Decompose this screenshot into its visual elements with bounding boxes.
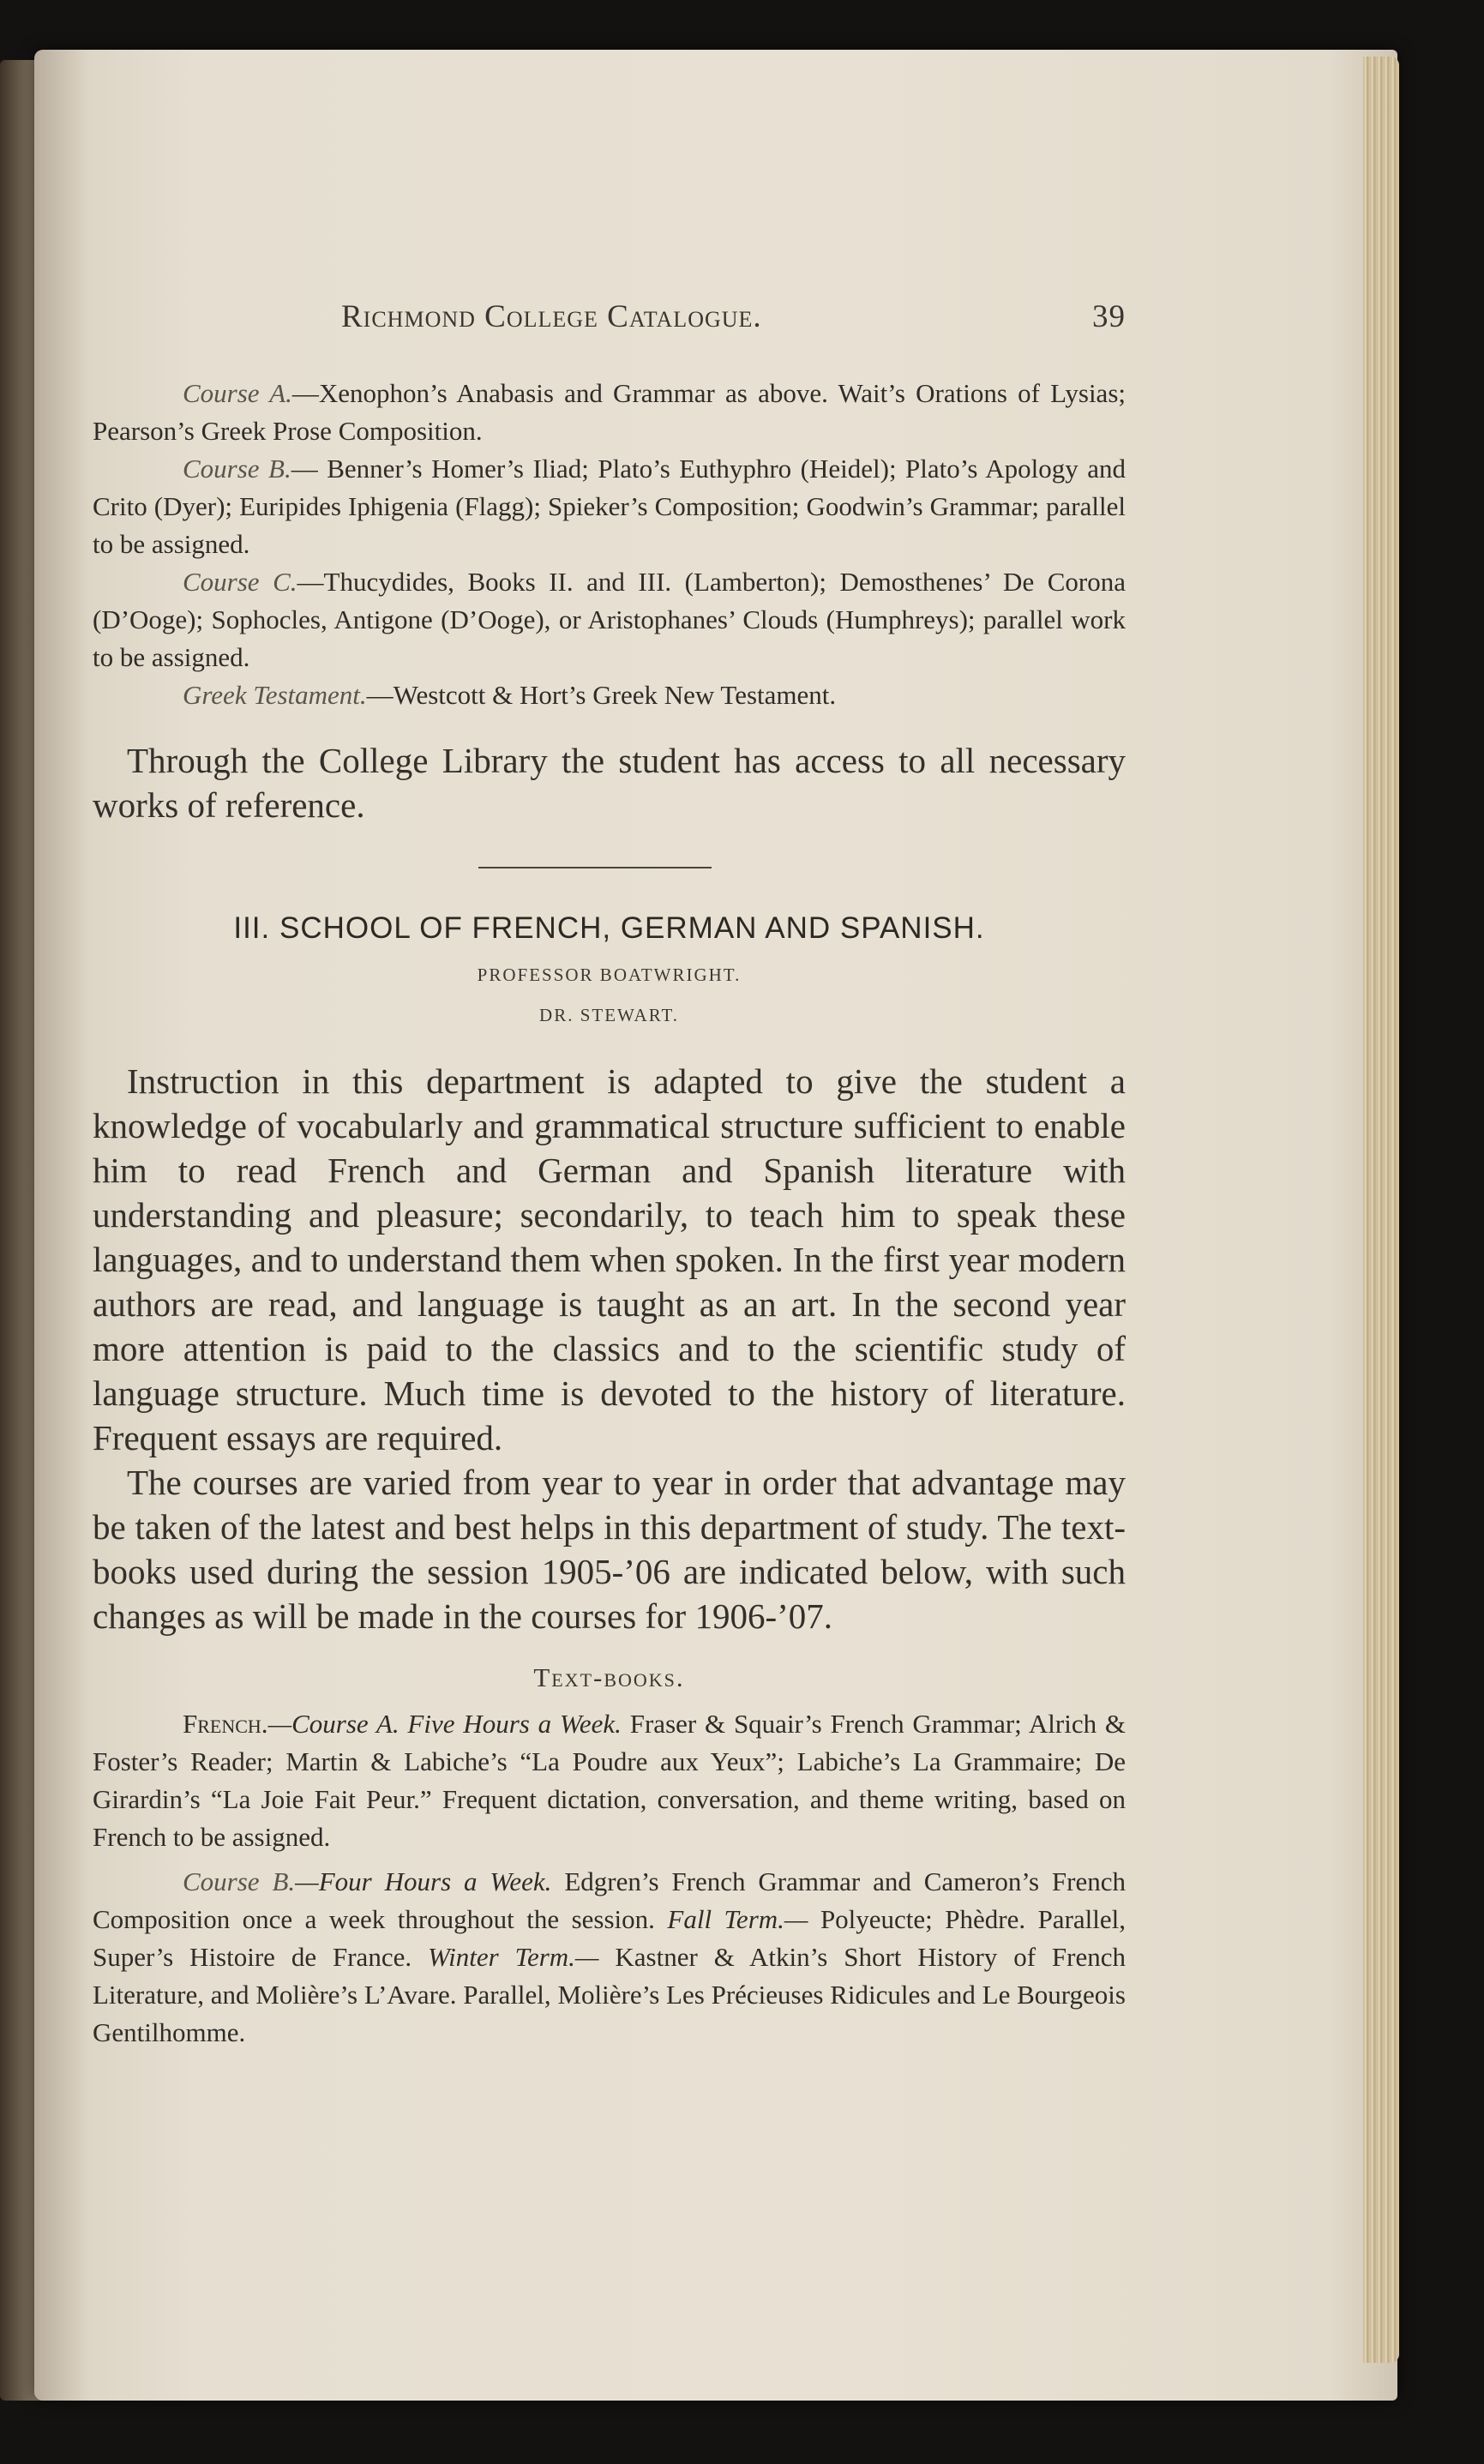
running-header bbox=[341, 298, 1126, 335]
professor-name: PROFESSOR BOATWRIGHT. bbox=[477, 965, 742, 985]
textbooks-heading: Text-books. bbox=[533, 1662, 685, 1692]
course-text: —Thucydides, Books II. and III. (Lamberton); Demosthenes’ De Corona (D’Ooge); Sophocles, Antigone (D’Ooge), or Aristophanes’ Clouds (Humphreys); parallel work to be assigned. bbox=[93, 567, 1126, 672]
french-label: French. bbox=[183, 1709, 268, 1739]
section-divider bbox=[478, 867, 712, 868]
french-course-b bbox=[93, 1863, 1126, 2052]
doctor-name: DR. STEWART. bbox=[539, 1005, 679, 1025]
winter-term-label: Winter Term.— bbox=[428, 1942, 599, 1972]
course-label: Course B. bbox=[183, 454, 291, 484]
course-label: Course A. bbox=[183, 378, 292, 408]
greek-course-b bbox=[93, 450, 1126, 563]
page-content bbox=[93, 298, 1126, 2052]
french-course-a bbox=[93, 1705, 1126, 1856]
course-text: — Benner’s Homer’s Iliad; Plato’s Euthyphro (Heidel); Plato’s Apology and Crito (Dyer); Euripides Iphigenia (Flagg); Spieker’s Composition; Goodwin’s Grammar; parallel to be assigned. bbox=[93, 454, 1127, 559]
fall-term-text: Polyeucte; Phèdre. Parallel, Super’s Histoire de France. bbox=[93, 1904, 1126, 1972]
greek-testament bbox=[93, 676, 1126, 714]
running-title: Richmond College Catalogue. bbox=[341, 299, 762, 334]
course-b-label: Course B. bbox=[183, 1866, 296, 1896]
course-a-title: —Course A. Five Hours a Week. bbox=[267, 1709, 622, 1739]
library-note: Through the College Library the student has access to all necessary works of reference. bbox=[93, 741, 1126, 825]
course-b-text: Edgren’s French Grammar and Cameron’s French Composition once a week throughout the session. bbox=[93, 1866, 1127, 1934]
page-number: 39 bbox=[1092, 299, 1126, 334]
greek-course-a bbox=[93, 375, 1126, 450]
fall-term-label: Fall Term.— bbox=[667, 1904, 808, 1934]
intro-paragraph: Instruction in this department is adapted to give the student a knowledge of vocabularly and grammatical structure sufficient to enable him to read French and German and Spanish literature with understanding and pleasure; secondarily, to teach him to speak these languages, and to understand them when spoken. In the first year modern authors are read, and language is taught as an art. In the second year more attention is paid to the classics and to the scientific study of language structure. Much time is devoted to the history of literature. Frequent essays are required. bbox=[93, 1061, 1126, 1457]
greek-course-c bbox=[93, 563, 1126, 676]
course-a-text: Fraser & Squair’s French Grammar; Alrich & Foster’s Reader; Martin & Labiche’s “La Poudre aux Yeux”; Labiche’s La Grammaire; De Girardin’s “La Joie Fait Peur.” Frequent dictation, conversation, and theme writing, based on French to be assigned. bbox=[93, 1709, 1126, 1852]
intro-paragraph: The courses are varied from year to year in order that advantage may be taken of the latest and best helps in this department of study. The text-books used during the session 1905-’06 are indicated below, with such changes as will be made in the courses for 1906-’07. bbox=[93, 1463, 1126, 1636]
course-label: Course C. bbox=[183, 567, 297, 597]
course-label: Greek Testament. bbox=[183, 680, 367, 710]
course-text: —Westcott & Hort’s Greek New Testament. bbox=[366, 680, 837, 710]
page-fore-edge bbox=[1363, 57, 1399, 2363]
section-title: III. SCHOOL OF FRENCH, GERMAN AND SPANISH. bbox=[233, 911, 985, 945]
course-text: —Xenophon’s Anabasis and Grammar as above. Wait’s Orations of Lysias; Pearson’s Greek Prose Composition. bbox=[93, 378, 1126, 446]
winter-term-text: Kastner & Atkin’s Short History of French Literature, and Molière’s L’Avare. Parallel, Molière’s Les Précieuses Ridicules and Le Bourgeois Gentilhomme. bbox=[93, 1942, 1127, 2047]
course-b-hours: —Four Hours a Week. bbox=[295, 1866, 552, 1896]
